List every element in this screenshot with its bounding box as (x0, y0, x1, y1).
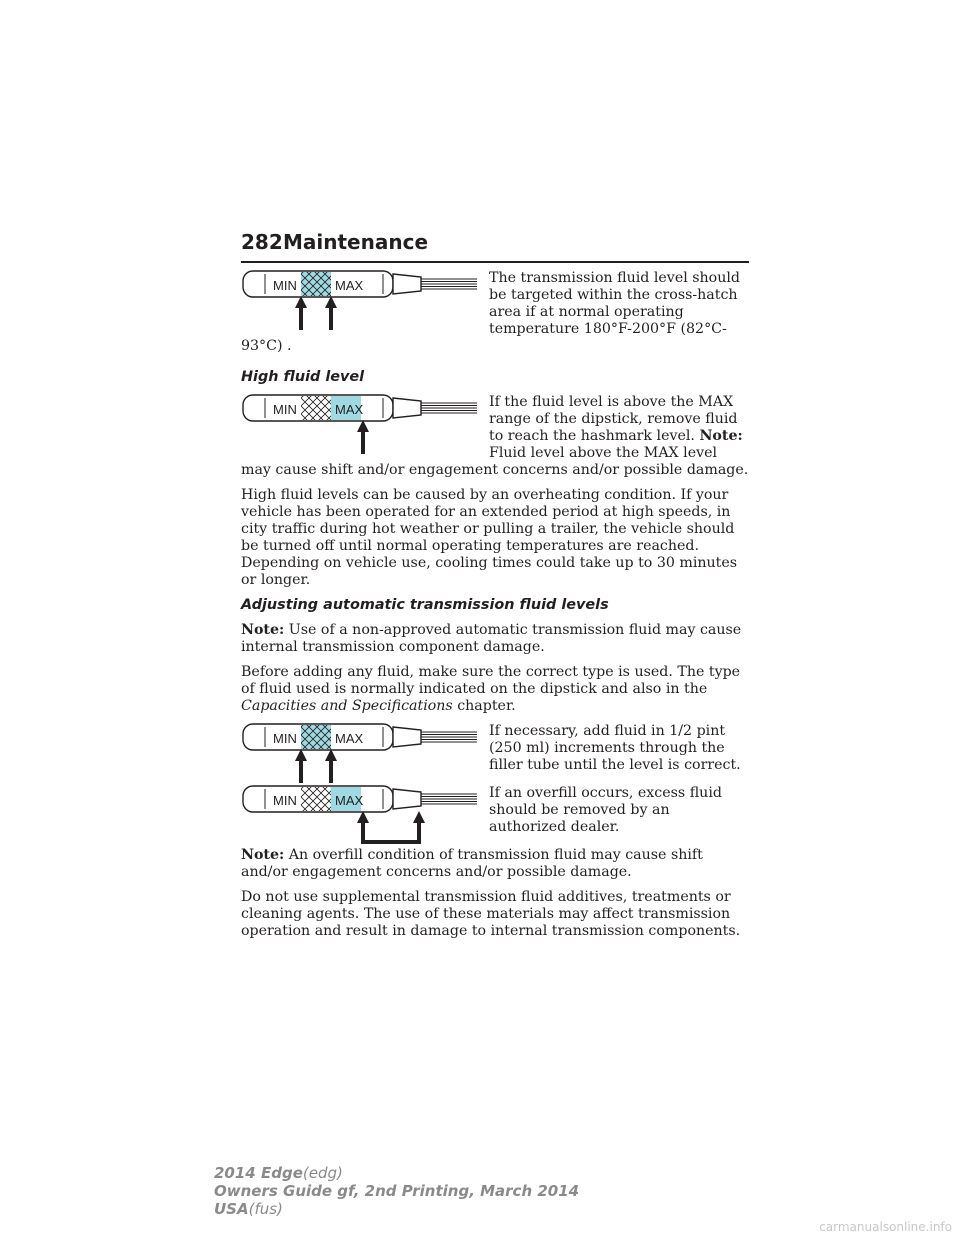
max-label: MAX (335, 731, 364, 746)
section-title: Maintenance (283, 230, 429, 254)
max-label: MAX (335, 793, 364, 808)
adjusting-heading: Adjusting automatic transmission fluid levels (241, 597, 609, 613)
min-label: MIN (273, 278, 297, 293)
footer-model: 2014 Edge (214, 1164, 303, 1182)
high-level-note-label: Note: (699, 428, 743, 444)
footer-model-line (214, 1164, 579, 1182)
footer-market-code: (fus) (248, 1200, 283, 1218)
additives-warning: Do not use supplemental transmission fluid additives, treatments or cleaning agents. The use of these materials may affect transmission operation and result in damage to internal transmission components. (241, 889, 741, 939)
capacities-reference: Capacities and Specifications (241, 698, 453, 714)
normal-level-text: The transmission fluid level should be targeted within the cross-hatch area if at normal operating temperature 180°F-200°F (82°C-93°C) . (241, 270, 740, 354)
adjusting-note (241, 622, 749, 656)
overfill-note-label: Note: (241, 847, 285, 863)
adjusting-text-start: Before adding any fluid, make sure the correct type is used. The type of fluid used is normally indicated on the dipstick and also in the (241, 664, 741, 697)
high-level-note-text: Fluid level above the MAX level may cause shift and/or engagement concerns and/or possible damage. (241, 445, 749, 478)
adjusting-text-end: chapter. (457, 698, 516, 714)
high-fluid-heading: High fluid level (241, 369, 365, 385)
dipstick-figure-overfill (241, 785, 483, 847)
add-fluid-text: If necessary, add fluid in 1/2 pint (250 ml) increments through the filler tube until the level is correct. (489, 723, 741, 773)
adjusting-note-text: Use of a non-approved automatic transmission fluid may cause internal transmission component damage. (241, 622, 742, 655)
page-number: 282 (241, 230, 283, 254)
min-label: MIN (273, 402, 297, 417)
footer-guide: Owners Guide gf, 2nd Printing, March 2014 (214, 1182, 580, 1200)
header-rule (241, 261, 749, 263)
adjusting-text (241, 664, 749, 715)
min-label: MIN (273, 731, 297, 746)
dipstick-high-illustration (241, 394, 483, 456)
overfill-note-text: An overfill condition of transmission fluid may cause shift and/or engagement concerns and/or possible damage. (241, 847, 703, 880)
dipstick-figure-add (241, 723, 483, 785)
high-level-causes: High fluid levels can be caused by an overheating condition. If your vehicle has been operated for an extended period at high speeds, in city traffic during hot weather or pulling a trailer, the vehicle should be turned off until normal operating temperatures are reached. Depending on vehicle use, cooling times could take up to 30 minutes or longer. (241, 487, 738, 588)
overfill-text: If an overfill occurs, excess fluid should be removed by an authorized dealer. (489, 785, 722, 835)
dipstick-normal-illustration (241, 270, 483, 332)
max-label: MAX (335, 278, 364, 293)
overfill-note (241, 847, 749, 881)
dipstick-figure-normal (241, 270, 483, 332)
dipstick-add-illustration (241, 723, 483, 785)
adjusting-note-label: Note: (241, 622, 285, 638)
max-label: MAX (335, 402, 364, 417)
dipstick-figure-high (241, 394, 483, 456)
dipstick-overfill-illustration (241, 785, 483, 847)
footer-model-code: (edg) (302, 1164, 343, 1182)
footer-market-line (214, 1200, 579, 1218)
high-level-instruction: If the fluid level is above the MAX range of the dipstick, remove fluid to reach the hashmark level. (489, 394, 738, 444)
watermark: carmanualsonline.info (819, 1220, 952, 1234)
page-footer (214, 1164, 579, 1218)
footer-market: USA (214, 1200, 249, 1218)
min-label: MIN (273, 793, 297, 808)
page-content (241, 270, 749, 948)
